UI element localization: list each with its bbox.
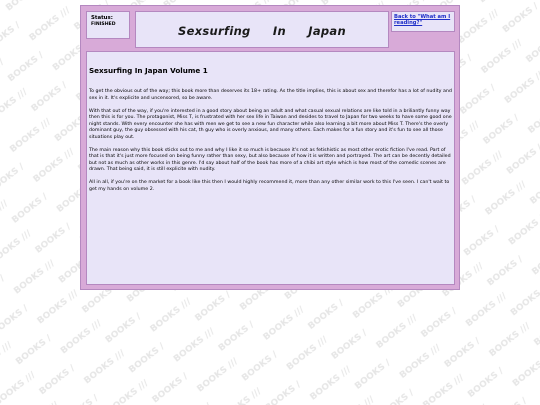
review-paragraph-3: The main reason why this book sticks out to me and why I like it so much is because it's not as fetishistic as most other erotic fiction I've read. Part of that is that it's just more focused on being funny rather than sexy, but also because of how it is written and portrayed. The art can be decently detailed but not as much as other works in this genre. I'd say about half of the book has more of a chibi art style which is how most of the comedic scenes are drawn. That being said, it is still explicite with nudity. [89, 147, 451, 172]
review-paragraph-4: All in all, if you're on the market for a book like this then I would highly recommend it, more than any other similar work to this I've seen. I can't wait to get my hands on volume 2. [89, 180, 450, 192]
review-paragraph-1: To get the obvious out of the way; this book more than deserves its 18+ rating. As the title implies, this is about sex and therefor has a lot of nudity and sex in it. It's explicite and uncensored, so be aware. [89, 89, 452, 101]
page-frame [80, 5, 460, 290]
status-panel [86, 11, 130, 39]
back-link[interactable]: Back to "What am I reading?" [394, 14, 451, 27]
page-title: Sexsurfing In Japan [178, 24, 346, 38]
title-panel [135, 11, 389, 48]
back-link-panel [391, 11, 455, 32]
status-value: FINISHED [91, 22, 116, 27]
status-label: Status: [91, 15, 113, 21]
review-paragraph-2: With that out of the way, if you're interested in a good story about being an adult and what casual sexual relations are like told in a briliantly funny way then this is for you. The protagonist, Miss T, is frustrated with her sex life in Taiwan and desides to travel to Japan for two weeks to have some good one night stands. With every encounter she has with men we get to see a new fun character while also learning a bit more about Miss T. There's the overly dominant guy, the guy obsessed with his cat, th guy who is overly anxious, and many others. Each makes for a fun story and it's fun to see all those situations play out. [89, 108, 452, 140]
review-content [86, 51, 455, 285]
review-heading: Sexsurfing In Japan Volume 1 [89, 66, 208, 75]
